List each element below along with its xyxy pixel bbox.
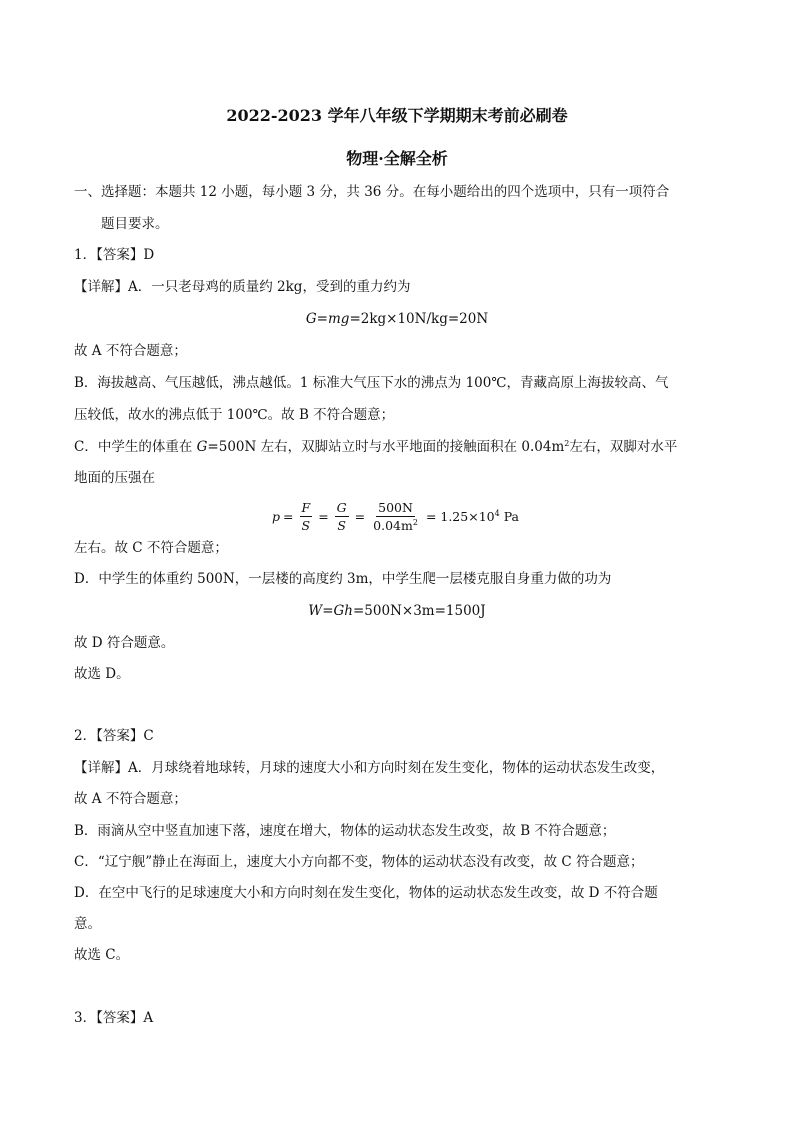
equals-sign: = (316, 311, 328, 327)
var-G: G (305, 311, 317, 327)
q2-a-text-1: 【详解】A．月球绕着地球转，月球的速度大小和方向时刻在发生变化，物体的运动状态发生改变， (74, 760, 665, 776)
numerator: G (336, 499, 347, 515)
q2-c-text: C．“辽宁舰”静止在海面上，速度大小方向都不变，物体的运动状态没有改变，故 C 符合题意； (74, 854, 644, 870)
q1-choose: 故选 D。 (74, 666, 130, 682)
var-h: h (344, 603, 353, 619)
page-title: 2022-2023 学年八年级下学期期末考前必刷卷 (226, 106, 568, 125)
var-G: G (196, 439, 208, 455)
section-heading-line1: 一、选择题：本题共 12 小题，每小题 3 分，共 36 分。在每小题给出的四个选项中，只有一项符合 (74, 184, 670, 200)
superscript: 2 (412, 517, 418, 527)
denominator: S (301, 517, 311, 533)
q1-a-text: 【详解】A．一只老母鸡的质量约 2kg，受到的重力约为 (74, 279, 411, 295)
superscript: 4 (494, 508, 500, 518)
q1-answer: 1．【答案】D (74, 247, 155, 263)
numerator: F (301, 499, 311, 515)
c-pre: C．中学生的体重在 (74, 439, 197, 455)
q1-a-conclusion: 故 A 不符合题意； (74, 343, 187, 359)
c-mid: =500N 左右，双脚站立时与水平地面的接触面积在 0.04m (207, 439, 565, 455)
var-W: W (308, 603, 323, 619)
numerator: 500N (378, 499, 413, 515)
denominator: S (337, 517, 346, 533)
equals-sign: = (354, 508, 366, 524)
var-p: p (272, 508, 281, 524)
q2-choose: 故选 C。 (74, 947, 130, 963)
q2-answer: 2．【答案】C (74, 728, 154, 744)
fraction-F-over-S (300, 500, 313, 533)
unit: Pa (503, 508, 519, 524)
q1-b-text-2: 压较低，故水的沸点低于 100℃。故 B 不符合题意； (74, 407, 395, 423)
equals-sign: = (322, 603, 334, 619)
var-m: m (327, 311, 341, 327)
equals-sign: = (283, 508, 294, 524)
q1-c-conclusion: 左右。故 C 不符合题意； (74, 540, 228, 556)
q1-c-text-2: 地面的压强在 (74, 470, 155, 486)
q1-c-text-1 (74, 437, 720, 457)
q3-answer: 3．【答案】A (74, 1010, 154, 1026)
q1-c-formula (0, 499, 794, 533)
q2-a-text-2: 故 A 不符合题意； (74, 791, 187, 807)
result (426, 509, 519, 524)
formula-rhs: =500N×3m=1500J (353, 603, 486, 619)
q1-d-conclusion: 故 D 符合题意。 (74, 635, 175, 651)
var-G: G (333, 603, 345, 619)
q1-d-formula (74, 601, 720, 621)
den-value: 0.04m (373, 517, 413, 533)
q1-b-text-1: B．海拔越高、气压越低，沸点越低。1 标准大气压下水的沸点为 100℃，青藏高原上海拔较高、气 (74, 375, 669, 391)
var-g: g (340, 311, 350, 327)
section-heading-line2: 题目要求。 (101, 216, 169, 232)
q1-d-text: D．中学生的体重约 500N，一层楼的高度约 3m，中学生爬一层楼克服自身重力做的功为 (74, 571, 612, 587)
q2-b-text: B．雨滴从空中竖直加速下落，速度在增大，物体的运动状态发生改变，故 B 不符合题意； (74, 823, 616, 839)
denominator (371, 517, 420, 533)
equals-sign: = (318, 508, 329, 524)
page-subtitle: 物理·全解全析 (346, 149, 448, 168)
fraction-values (371, 500, 420, 533)
result-value: = 1.25×10 (425, 508, 495, 524)
q2-d-text-2: 意。 (74, 916, 101, 932)
formula-rhs: =2kg×10N/kg=20N (349, 311, 489, 327)
q2-d-text-1: D．在空中飞行的足球速度大小和方向时刻在发生变化，物体的运动状态发生改变，故 D 不符合题 (74, 885, 658, 901)
fraction-G-over-S (335, 500, 349, 533)
superscript: 2 (564, 439, 570, 448)
c-post: 左右，双脚对水平 (569, 439, 678, 455)
q1-a-formula (74, 309, 720, 329)
